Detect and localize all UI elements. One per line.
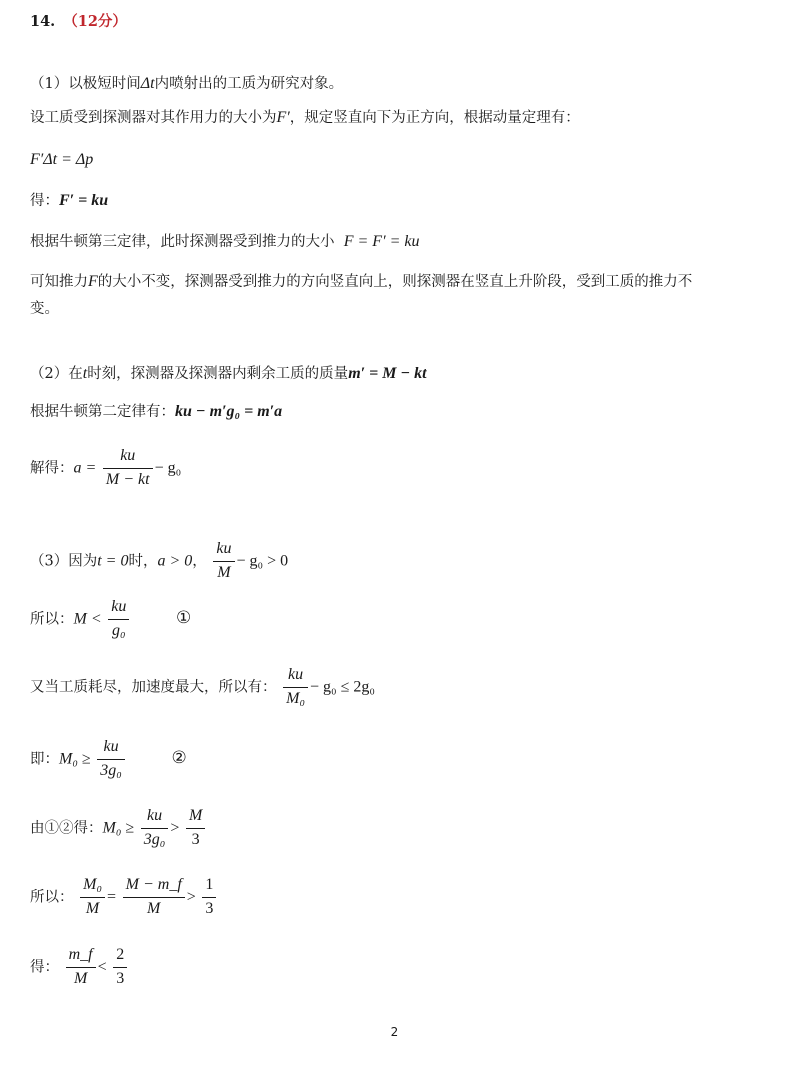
fraction: $\frac{ku}{M - kt}$ — [103, 446, 153, 491]
question-score: （12分） — [63, 13, 127, 30]
newton-third-law: 根据牛顿第三定律，此时探测器受到推力的大小 F = F′ = ku — [30, 233, 420, 250]
fraction: $\frac{\text{M₀}}{M}$ — [80, 875, 105, 920]
part1-result: 得：F′ = ku — [30, 192, 109, 209]
fraction: $\frac{m\_f}{M}$ — [66, 945, 96, 990]
newton-second-law: 根据牛顿第二定律有：ku − m′g₀ = m′a — [30, 403, 283, 420]
part3-max-acceleration: 又当工质耗尽，加速度最大，所以有： $\frac{ku}{\text{M₀}}$ − g₀ ≤ 2g₀ — [30, 665, 375, 710]
fraction: $\frac{ku}{\text{3g₀}}$ — [97, 737, 125, 782]
fraction: $\frac{ku}{\text{3g₀}}$ — [141, 806, 169, 851]
fraction: $\frac{ku}{\text{M₀}}$ — [283, 665, 308, 710]
part2-solution: 解得：a = $\frac{ku}{M - kt}$ − g₀ — [30, 446, 181, 491]
question-header — [30, 10, 127, 31]
fraction: $\frac{ku}{\text{g₀}}$ — [108, 597, 129, 642]
question-number: 14. — [30, 13, 56, 30]
part3-intro: （3）因为t = 0时，a > 0， $\frac{ku}{M}$ − g₀ > 0 — [30, 539, 288, 584]
part2-intro: （2）在t时刻，探测器及探测器内剩余工质的质量m′ = M − kt — [30, 365, 427, 382]
part1-setup: 设工质受到探测器对其作用力的大小为F′，规定竖直向下为正方向，根据动量定理有： — [30, 109, 580, 126]
fraction: $\frac{M - m\_f}{M}$ — [123, 875, 185, 920]
part3-final: 得： $\frac{m\_f}{M}$ < $\frac{2}{3}$ — [30, 945, 129, 990]
fraction: $\frac{2}{3}$ — [113, 945, 127, 990]
equation-marker-2: ② — [171, 748, 187, 769]
part3-condition2: 即：M₀ ≥ $\frac{ku}{\text{3g₀}}$ ② — [30, 737, 187, 782]
momentum-equation: F′Δt = Δp — [30, 151, 94, 168]
equation-marker-1: ① — [175, 608, 192, 629]
fraction: $\frac{M}{3}$ — [186, 806, 205, 851]
page-number: 2 — [390, 1025, 399, 1039]
part3-ratio: 所以： $\frac{\text{M₀}}{M}$ = $\frac{M - m\_f}{M}$ > $\frac{1}{3}$ — [30, 875, 218, 920]
part1-conclusion: 可知推力F的大小不变，探测器受到推力的方向竖直向上，则探测器在竖直上升阶段，受到工质的推力不 变。 — [30, 273, 693, 317]
fraction: $\frac{ku}{M}$ — [213, 539, 234, 584]
part3-condition1: 所以：M < $\frac{ku}{\text{g₀}}$ ① — [30, 597, 191, 642]
fraction: $\frac{1}{3}$ — [202, 875, 216, 920]
part3-combined: 由①②得：M₀ ≥ $\frac{ku}{\text{3g₀}}$ > $\frac{M}{3}$ — [30, 806, 207, 851]
part1-intro: （1）以极短时间Δt内喷射出的工质为研究对象。 — [30, 75, 344, 92]
